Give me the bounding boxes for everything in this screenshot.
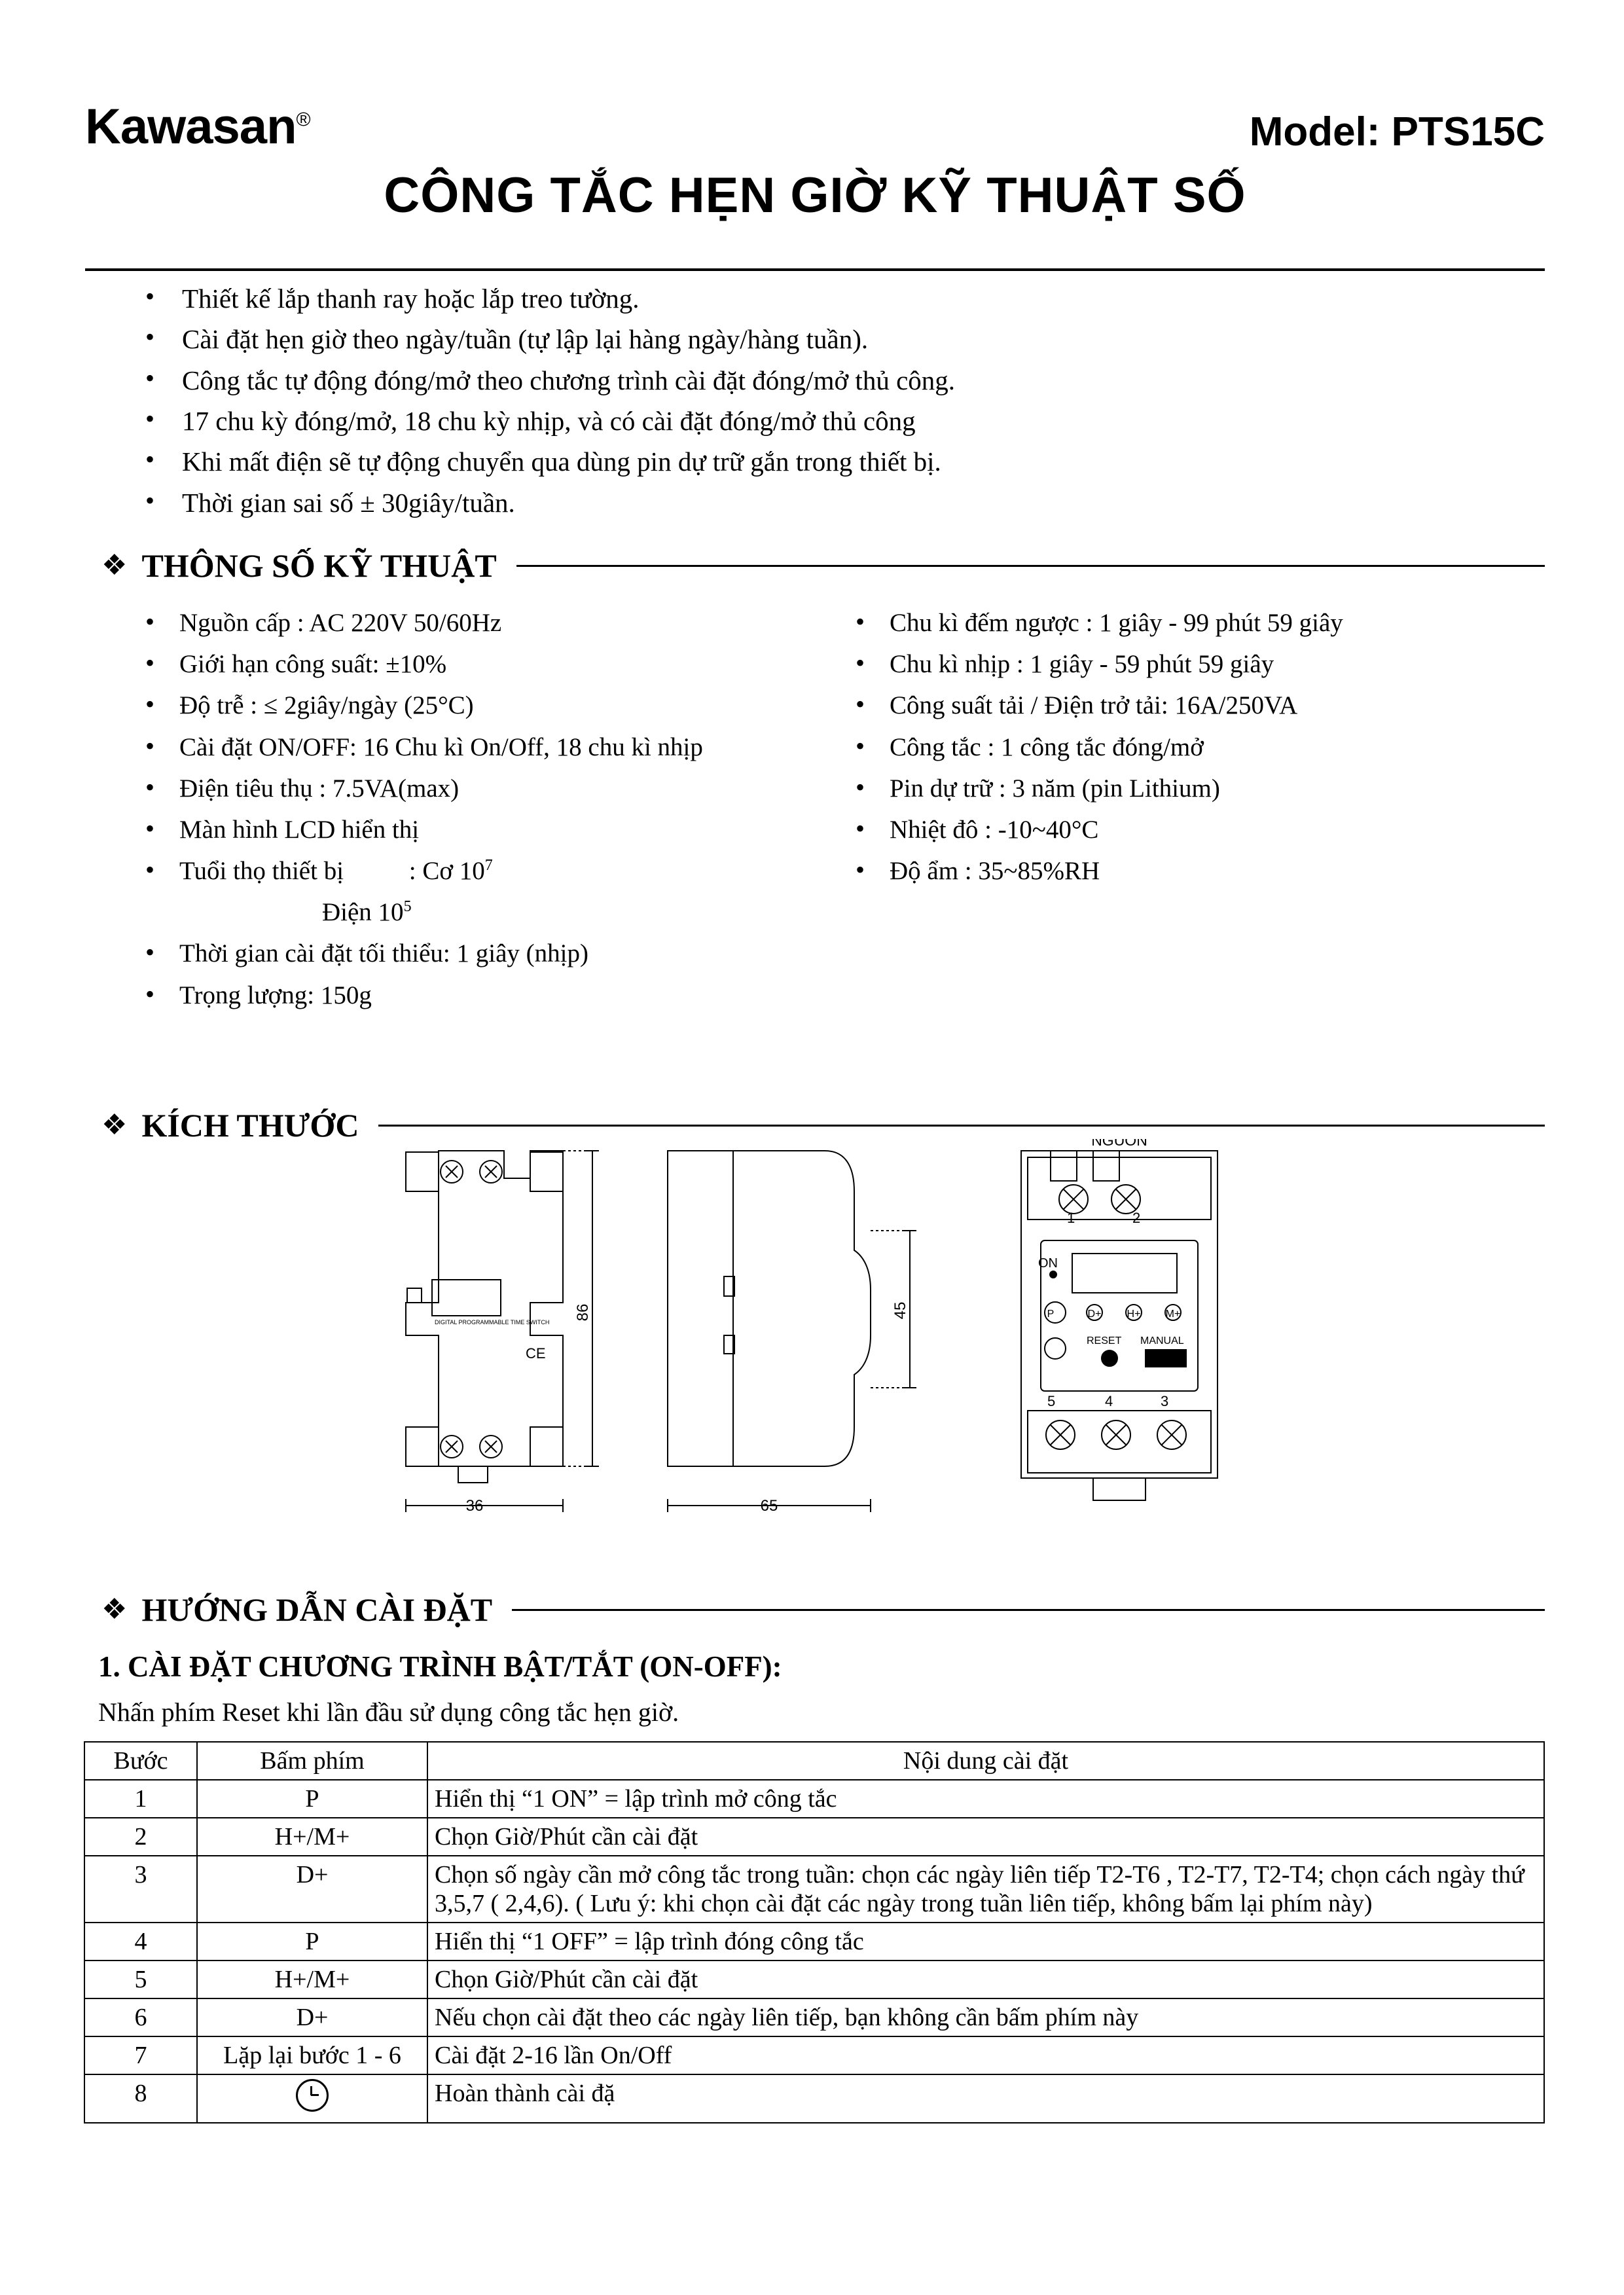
- terminal-2: 2: [1132, 1210, 1141, 1226]
- list-item: • Thời gian cài đặt tối thiểu: 1 giây (nhịp): [131, 933, 841, 974]
- list-item: • Nhiệt đô : -10~40°C: [841, 809, 1551, 850]
- table-row: [84, 1818, 1544, 1856]
- drawing-svg: [367, 1139, 1316, 1545]
- table-row: [84, 1856, 1544, 1923]
- cell-key: D+: [197, 1856, 427, 1923]
- cell-content: Hoàn thành cài đặ: [427, 2074, 1544, 2123]
- cell-content: Hiển thị “1 OFF” = lập trình đóng công tắc: [427, 1923, 1544, 1961]
- list-item: • Nguồn cấp : AC 220V 50/60Hz: [131, 602, 841, 643]
- list-item: • Cài đặt hẹn giờ theo ngày/tuần (tự lập lại hàng ngày/hàng tuần).: [131, 319, 1545, 359]
- list-item: • Độ trễ : ≤ 2giây/ngày (25°C): [131, 685, 841, 726]
- cell-step: 6: [84, 1998, 197, 2036]
- cell-key-icon: [197, 2074, 427, 2123]
- cell-content: Hiển thị “1 ON” = lập trình mở công tắc: [427, 1780, 1544, 1818]
- feature-list: [131, 278, 1545, 523]
- list-item: • Công tắc : 1 công tắc đóng/mở: [841, 727, 1551, 768]
- section-rule: [378, 1125, 1545, 1127]
- on-label: ON: [1038, 1256, 1058, 1271]
- cell-content: Chọn Giờ/Phút cần cài đặt: [427, 1961, 1544, 1998]
- section-rule: [516, 565, 1545, 567]
- cell-step: 8: [84, 2074, 197, 2123]
- cell-step: 3: [84, 1856, 197, 1923]
- cell-key: D+: [197, 1998, 427, 2036]
- cell-step: 1: [84, 1780, 197, 1818]
- diamond-icon: ❖: [101, 1593, 128, 1625]
- list-item: • Công tắc tự động đóng/mở theo chương trình cài đặt đóng/mở thủ công.: [131, 360, 1545, 401]
- device-label-text: DIGITAL PROGRAMMABLE TIME SWITCH: [435, 1319, 550, 1326]
- btn-manual-label: MANUAL: [1140, 1335, 1184, 1346]
- list-item: • Màn hình LCD hiển thị: [131, 809, 841, 850]
- lifetime-mech: : Cơ 10: [408, 857, 485, 886]
- specifications: [131, 602, 1551, 1016]
- column-header-content: Nội dung cài đặt: [427, 1742, 1544, 1780]
- diamond-icon: ❖: [101, 549, 128, 581]
- list-item: • Độ ẩm : 35~85%RH: [841, 850, 1551, 892]
- document-header: [85, 98, 1545, 224]
- list-item: • Công suất tải / Điện trở tải: 16A/250VA: [841, 685, 1551, 726]
- btn-d-label: D+: [1087, 1309, 1102, 1320]
- list-item: • 17 chu kỳ đóng/mở, 18 chu kỳ nhịp, và có cài đặt đóng/mở thủ công: [131, 401, 1545, 441]
- cell-step: 2: [84, 1818, 197, 1856]
- header-divider: [85, 268, 1545, 271]
- diamond-icon: ❖: [101, 1109, 128, 1141]
- brand-logo: Kawasan®: [85, 99, 310, 154]
- table-row: [84, 1998, 1544, 2036]
- btn-p-label: P: [1047, 1309, 1055, 1320]
- list-item: • Chu kì nhịp : 1 giây - 59 phút 59 giây: [841, 643, 1551, 685]
- list-item-lifetime: [131, 850, 841, 933]
- btn-reset-label: RESET: [1087, 1335, 1122, 1346]
- cell-step: 7: [84, 2036, 197, 2074]
- table-row: [84, 1961, 1544, 1998]
- section-title: HƯỚNG DẪN CÀI ĐẶT: [141, 1591, 493, 1628]
- table-header-row: [84, 1742, 1544, 1780]
- list-item: • Giới hạn công suất: ±10%: [131, 643, 841, 685]
- guide-note: Nhấn phím Reset khi lần đầu sử dụng công tắc hẹn giờ.: [98, 1697, 679, 1727]
- cell-step: 4: [84, 1923, 197, 1961]
- cell-content: Cài đặt 2-16 lần On/Off: [427, 2036, 1544, 2074]
- column-header-step: Bước: [84, 1742, 197, 1780]
- ce-mark: CE: [526, 1345, 546, 1362]
- dim-86-label: 86: [574, 1303, 592, 1322]
- cell-key: Lặp lại bước 1 - 6: [197, 2036, 427, 2074]
- guide-step1-title: 1. CÀI ĐẶT CHƯƠNG TRÌNH BẬT/TẮT (ON-OFF):: [98, 1650, 782, 1683]
- lifetime-mech-exp: 7: [484, 857, 493, 875]
- dim-45-label: 45: [892, 1301, 909, 1320]
- list-item: • Cài đặt ON/OFF: 16 Chu kì On/Off, 18 chu kì nhịp: [131, 727, 841, 768]
- terminal-3: 3: [1161, 1393, 1169, 1409]
- lifetime-elec: Điện $10^5$: [322, 898, 412, 927]
- page-title: CÔNG TẮC HẸN GIỜ KỸ THUẬT SỐ: [384, 168, 1246, 223]
- terminal-4: 4: [1105, 1393, 1113, 1409]
- table-row: [84, 2074, 1544, 2123]
- dim-36-label: 36: [465, 1497, 484, 1515]
- list-item: • Điện tiêu thụ : 7.5VA(max): [131, 768, 841, 809]
- cell-content: Chọn số ngày cần mở công tắc trong tuần: chọn các ngày liên tiếp T2-T6 , T2-T7, T2-T4; chọn cách ngày thứ 3,5,7 ( 2,4,6). ( Lưu ý: khi chọn cài đặt các ngày trong tuần liên tiếp, không bấm lại phím này): [427, 1856, 1544, 1923]
- list-item: • Chu kì đếm ngược : 1 giây - 99 phút 59 giây: [841, 602, 1551, 643]
- cell-content: Chọn Giờ/Phút cần cài đặt: [427, 1818, 1544, 1856]
- section-rule: [512, 1609, 1545, 1611]
- cell-key: H+/M+: [197, 1961, 427, 1998]
- specs-left-column: [131, 602, 841, 1016]
- dimension-drawing: [367, 1139, 1316, 1532]
- list-item: • Pin dự trữ : 3 năm (pin Lithium): [841, 768, 1551, 809]
- cell-step: 5: [84, 1961, 197, 1998]
- table-row: [84, 1923, 1544, 1961]
- terminal-5: 5: [1047, 1393, 1056, 1409]
- lifetime-label: Tuổi thọ thiết bị: [179, 857, 344, 886]
- table-row: [84, 1780, 1544, 1818]
- cell-key: P: [197, 1923, 427, 1961]
- section-heading-specs: [101, 547, 1545, 585]
- cell-key: H+/M+: [197, 1818, 427, 1856]
- list-item: • Thời gian sai số ± 30giây/tuần.: [131, 482, 1545, 523]
- section-heading-guide: [101, 1591, 1545, 1629]
- dim-65-label: 65: [760, 1497, 778, 1515]
- clock-icon: [296, 2079, 329, 2112]
- btn-m-label: M+: [1165, 1309, 1181, 1320]
- model-label: Model: PTS15C: [1249, 109, 1545, 154]
- terminal-1: 1: [1067, 1210, 1075, 1226]
- list-item: • Khi mất điện sẽ tự động chuyển qua dùng pin dự trữ gắn trong thiết bị.: [131, 441, 1545, 482]
- table-row: [84, 2036, 1544, 2074]
- list-item: • Trọng lượng: 150g: [131, 975, 841, 1016]
- section-title: KÍCH THƯỚC: [141, 1107, 359, 1144]
- setup-steps-table: [84, 1741, 1545, 2123]
- section-title: THÔNG SỐ KỸ THUẬT: [141, 547, 497, 584]
- list-item: • Thiết kế lắp thanh ray hoặc lắp treo tường.: [131, 278, 1545, 319]
- specs-right-column: [841, 602, 1551, 1016]
- btn-h-label: H+: [1127, 1309, 1141, 1320]
- registered-mark: ®: [296, 109, 310, 131]
- cell-content: Nếu chọn cài đặt theo các ngày liên tiếp, bạn không cần bấm phím này: [427, 1998, 1544, 2036]
- source-label: NGUỒN: [1091, 1139, 1147, 1149]
- cell-key: P: [197, 1780, 427, 1818]
- column-header-key: Bấm phím: [197, 1742, 427, 1780]
